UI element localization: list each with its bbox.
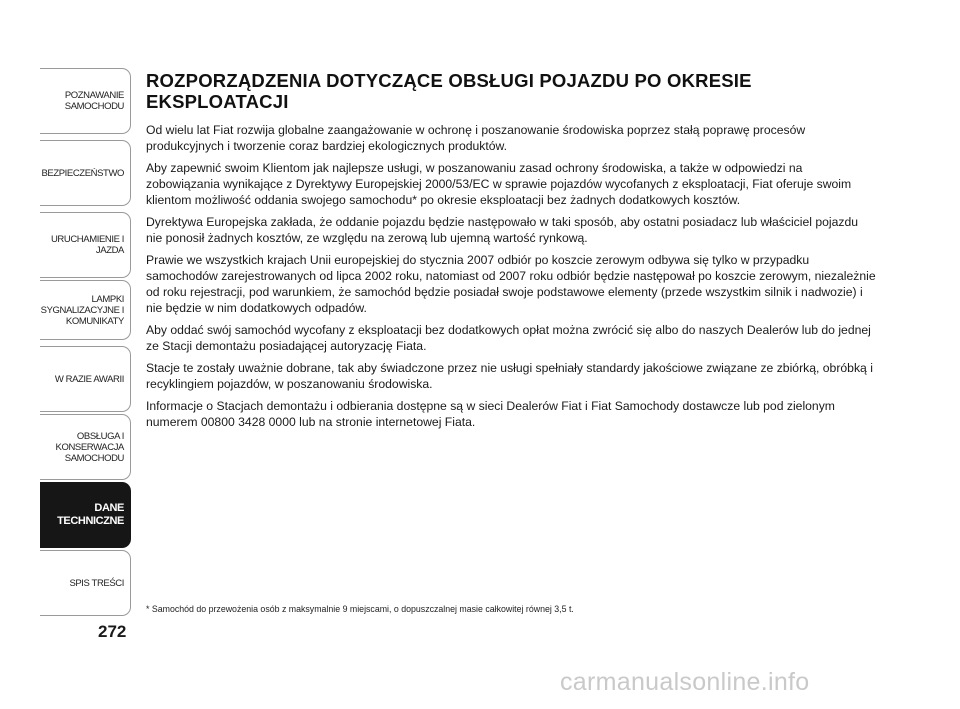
page-number: 272: [98, 622, 127, 641]
tab-poznawanie-samochodu[interactable]: POZNAWANIE SAMOCHODU: [40, 68, 131, 134]
tab-w-razie-awarii[interactable]: W RAZIE AWARII: [40, 346, 131, 412]
tab-obsluga-i-konserwacja[interactable]: OBSŁUGA I KONSERWACJA SAMOCHODU: [40, 414, 131, 480]
page-title: ROZPORZĄDZENIA DOTYCZĄCE OBSŁUGI POJAZDU PO OKRESIE EKSPLOATACJI: [146, 70, 752, 112]
footnote: * Samochód do przewożenia osób z maksymalnie 9 miejscami, o dopuszczalnej masie całkowitej równej 3,5 t.: [146, 604, 574, 614]
paragraph: Stacje te zostały uważnie dobrane, tak aby świadczone przez nie usługi spełniały standardy jakościowe związane ze zbiórką, obróbką i recyklingiem pojazdów, w poszanowaniu środowiska.: [146, 361, 873, 391]
tab-spis-tresci[interactable]: SPIS TREŚCI: [40, 550, 131, 616]
tab-dane-techniczne[interactable]: DANE TECHNICZNE: [40, 482, 131, 548]
paragraph: Informacje o Stacjach demontażu i odbierania dostępne są w sieci Dealerów Fiat i Fiat Samochody dostawcze lub pod zielonym numerem 00800 3428 0000 lub na stronie internetowej Fiata.: [146, 399, 835, 429]
paragraph: Aby zapewnić swoim Klientom jak najlepsze usługi, w poszanowaniu zasad ochrony środowiska, a także w odpowiedzi na zobowiązania wynikające z Dyrektywy Europejskiej 2000/53/EC w sprawie pojazdów wycofanych z eksploatacji, Fiat oferuje swoim klientom możliwość oddania swojego samochodu* po okresie eksploatacji bez żadnych dodatkowych kosztów.: [146, 161, 852, 207]
main-content: [146, 70, 876, 436]
paragraph: Aby oddać swój samochód wycofany z eksploatacji bez dodatkowych opłat można zwrócić się albo do naszych Dealerów lub do jednej ze Stacji demontażu posiadającej autoryzację Fiata.: [146, 323, 871, 353]
watermark: carmanualsonline.info: [560, 668, 810, 696]
tab-uruchamianie-i-jazda[interactable]: URUCHAMIENIE I JAZDA: [40, 212, 131, 278]
tab-lampki-sygnalizacyjne[interactable]: LAMPKI SYGNALIZACYJNE I KOMUNIKATY: [40, 280, 131, 340]
tab-bezpieczenstwo[interactable]: BEZPIECZEŃSTWO: [40, 140, 131, 206]
paragraph: Od wielu lat Fiat rozwija globalne zaangażowanie w ochronę i poszanowanie środowiska poprzez stałą poprawę procesów produkcyjnych i tworzenie coraz bardziej ekologicznych produktów.: [146, 123, 806, 153]
paragraph: Dyrektywa Europejska zakłada, że oddanie pojazdu będzie następowało w taki sposób, aby ostatni posiadacz lub właściciel pojazdu nie ponosił żadnych kosztów, ze względu na zerową lub ujemną wartość rynkową.: [146, 215, 859, 245]
paragraph: Prawie we wszystkich krajach Unii europejskiej do stycznia 2007 odbiór po koszcie zerowym odbywa się tylko w przypadku samochodów zarejestrowanych od lipca 2002 roku, natomiast od 2007 roku odbiór będzie następował po koszcie zerowym, niezależnie od roku rejestracji, pod warunkiem, że samochód będzie posiadał swoje podstawowe elementy (przede wszystkim silnik i nadwozie) i nie będzie w nim dodatkowych odpadów.: [146, 253, 876, 315]
